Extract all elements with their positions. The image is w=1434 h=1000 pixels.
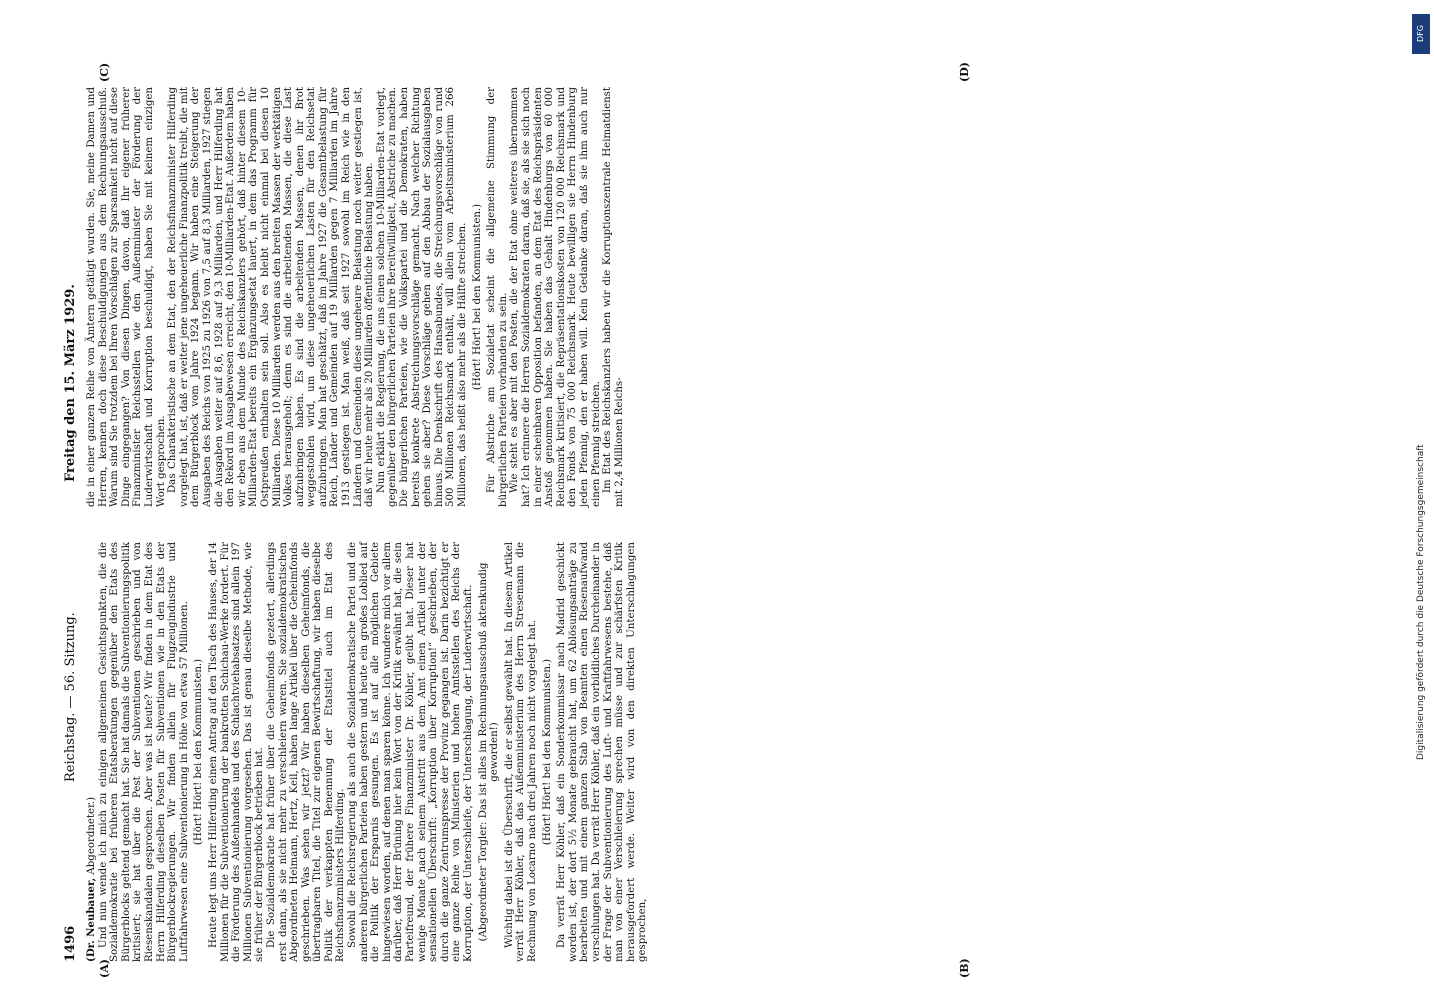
paragraph: Das Charakteristische an dem Etat, den der Reichsfinanzminister Hilferding vorgelegt hat, ist, daß er weiter jene ungeheuerliche Finanzpolitik treibt, die mit dem Bürgerblock vom Jahre 1924 begann. Wir haben eine Steigerung der Ausgaben des Reichs von 1925 zu 1926 von 7,5 auf 8,3 Milliarden, 1927 stiegen die Ausgaben weiter auf 8,6, 1928 auf 9,3 Milliarden, und Herr Hilferding hat den Rekord im Ausgabewesen erreicht, den 10-Milliarden-Etat. Außerdem haben wir eben aus dem Munde des Reichskanzlers gehört, daß hinter diesem 10-Milliarden-Etat bereits ein Ergänzungsetat lauert, in dem das Programm für Ostpreußen enthalten sein soll. Also es bleibt nicht einmal bei diesen 10 Milliarden. Diese 10 Milliarden werden aus den breiten Massen der werktätigen Volkes herausgeholt; denn es sind die arbeitenden Massen, die diese Last aufzubringen haben. Es sind die arbeitenden Massen, denen ihr Brot weggestohlen wird, um diese ungeheuerlichen Lasten für den Reichsetat aufzubringen. Man hat geschätzt, daß im Jahre 1927 die Gesamtbelastung für Reich, Länder und Gemeinden auf 19 Milliarden gegen 7 Milliarden im Jahre 1913 gestiegen ist. Man weiß, daß seit 1927 sowohl im Reich wie in den Ländern und Gemeinden diese ungeheure Belastung noch weiter gestiegen ist, daß wir heute mehr als 20 Milliarden öffentliche Belastung haben.: [167, 87, 376, 507]
paragraph: Heute legt uns Herr Hilferding einen Antrag auf den Tisch des Hauses, der 14 Millionen für die Subventionierung der bankrotten Schichau-Werke fordert. Für die Förderung des Außenhandels und des Schlachtviehabsatzes sind allein 197 Millionen Subventionierung vorgesehen. Das ist genau dieselbe Methode, wie sie früher der Bürgerblock betrieben hat.: [207, 542, 266, 962]
page-header: [58, 62, 84, 962]
interjection: (Hört! Hört! bei den Kommunisten.): [471, 203, 483, 391]
margin-marker-a: (A): [98, 959, 111, 978]
speaker-role: Abgeordneter.): [86, 796, 97, 875]
rotated-page: [58, 62, 1398, 978]
paragraph: Wie steht es aber mit den Posten, die der Etat ohne weiteres übernommen hat? Ich erinnere die Herren Sozialdemokraten daran, daß sie, als sie sich noch in einer scheinbaren Opposition befanden, an dem Etat des Reichspräsidenten Anstoß genommen haben. Sie haben das Gehalt Hindenburgs von 60 000 Reichsmark kritisiert, die Repräsentationskosten von 120 000 Reichsmark und den Fonds von 75 000 Reichsmark. Heute bewilligen sie Herrn Hindenburg jeden Pfennig, den er haben will. Kein Gedanke daran, daß sie ihm auch nur einen Pfennig streichen.: [509, 87, 602, 507]
paragraph: Die Sozialdemokratie hat früher über die Geheimfonds gezetert, allerdings erst dann, als sie nicht mehr zu verschleiern waren. Sie sozialdemokratischen Abgeordneten Heimann, Hertz, Keil, haben lange Artikel über die Geheimfonds geschrieben. Was sehen wir jetzt? Wir haben dieselben Geheimfonds, die übertragbaren Titel, die Titel zur eigenen Bewirtschaftung, wir haben dieselbe Politik der verkappten Benennung der Etatstitel auch im Etat des Reichsfinanzministers Hilferding.: [265, 542, 347, 962]
interjection: (Hört! Hört! bei den Kommunisten.): [541, 658, 553, 846]
page-number: 1496: [63, 925, 78, 962]
funding-notice: Digitalisierung gefördert durch die Deutsche Forschungsgemeinschaft: [1416, 444, 1426, 760]
interjection: (Abgeordneter Torgler: Das ist alles im Rechnungsausschuß aktenkundig geworden!): [477, 562, 501, 942]
left-column: [86, 542, 649, 962]
interjection: (Hört! Hört! bei den Kommunisten.): [193, 658, 205, 846]
paragraph: die in einer ganzen Reihe von Ämtern getätigt wurden. Sie, meine Damen und Herren, kennen doch diese Beschuldigungen aus dem Rechnungsausschuß. Warum sind Sie trotzdem bei Ihren Vorschlägen zur Sparsamkeit nicht auf diese Dinge eingegangen? Von diesen Dingen, davon, daß Ihr eigener früherer Finanzminister Reichsstellen wie den Außenminister der Förderung der Luderwirtschaft und Korruption beschuldigt, haben Sie mit keinem einzigen Wort gesprochen.: [86, 87, 167, 507]
right-column: [86, 87, 625, 507]
session-date: Freitag den 15. März 1929.: [63, 284, 78, 482]
dfg-logo: DFG: [1412, 14, 1430, 54]
paragraph: Wichtig dabei ist die Überschrift, die er selbst gewählt hat. In diesem Artikel verrät Herr Köhler, daß das Außenministerium des Herrn Stresemann die Rechnung von Locarno nach drei Jahren noch nicht vorgelegt hat.: [503, 542, 538, 962]
speaker-name: (Dr. Neubauer,: [85, 877, 97, 962]
margin-marker-d: (D): [958, 62, 971, 82]
margin-marker-c: (C): [98, 62, 111, 82]
paragraph: Sowohl die Reichsregierung als auch die Sozialdemokratische Partei und die anderen bürgerlichen Parteien haben gestern und heute ein großes Loblied auf die Politik der Ersparnis gesungen. Es ist auf alle möglichen Gebiete hingewiesen worden, auf denen man sparen könne. Ich wundere mich vor allem darüber, daß Herr Brüning hier kein Wort von der Kritik erwähnt hat, die sein Parteifreund, der frühere Finanzminister Dr. Köhler, geübt hat. Dieser hat wenige Monate nach seinem Austritt aus dem Amt einen Artikel unter der sensationellen Überschrift: „Korruption über Korruption!“ geschrieben, der durch die ganze Zentrumspresse der Provinz gegangen ist. Darin bezichtigt er eine ganze Reihe von Ministerien und hohen Amtsstellen des Reichs der Korruption, der Unterschleife, der Unterschlagung, der Luderwirtschaft.: [347, 542, 474, 962]
speaker-line: [86, 542, 98, 962]
paragraph: Da verrät Herr Köhler, daß ein Sonderkommissar nach Madrid geschickt worden ist, der dort 5½ Monate gebraucht hat, um 62 Ablösungsanträge zu bearbeiten und mit einem ganzen Stab von Beamten einen Riesenaufwand verschlungen hat. Da verrät Herr Köhler, daß ein vorbildliches Durcheinander in der Frage der Subventionierung des Luft- und Kraftfahrwesens bestehe, daß man von einer Verschleierung sprechen müsse und zur schärfsten Kritik herausgefordert werde. Weiter wird von den direkten Unterschlagungen gesprochen,: [556, 542, 649, 962]
paragraph: Für Abstriche am Sozialetat scheint die allgemeine Stimmung der bürgerlichen Parteien vorhanden zu sein.: [486, 87, 509, 507]
paragraph: Nun erklärt die Regierung, die uns einen solchen 10-Milliarden-Etat vorlegt, gegenüber den bürgerlichen Parteien ihre Bereitwilligkeit, Abstriche zu machen. Die bürgerlichen Parteien, wie die Volkspartei und die Demokraten, haben bereits konkrete Abstreichungsvorschläge gemacht. Nach welcher Richtung gehen sie aber? Diese Vorschläge gehen auf den Abbau der Sozialausgaben hinaus. Die Denkschrift des Hansabundes, die Streichungsvorschläge von rund 500 Millionen Reichsmark enthält, will allein vom Arbeitsministerium 266 Millionen, das heißt also mehr als die Hälfte streichen.: [375, 87, 468, 507]
running-title: Reichstag. — 56. Sitzung.: [63, 612, 78, 782]
margin-marker-b: (B): [958, 958, 971, 978]
paragraph: Und nun wende ich mich zu einigen allgemeinen Gesichtspunkten, die die Sozialdemokratie bei früheren Etatsberatungen gegenüber den Etats des Bürgerblocks geltend gemacht hat. Sie hat damals die Subventionierungspolitik kritisiert; sie hat über die Pest der Subventionen geschrieben und von Riesenskandalen gesprochen. Aber was ist heute? Wir finden in dem Etat des Herrn Hilferding dieselben Posten für Subventionen wie in den Etats der Bürgerblockregierungen. Wir finden allein für Flugzeugindustrie und Luftfahrwesen eine Subventionierung in Höhe von etwa 57 Millionen.: [97, 542, 190, 962]
digitization-stamp: [1412, 8, 1430, 998]
paragraph: Im Etat des Reichskanzlers haben wir die Korruptionszentrale Heimatdienst mit 2,4 Millionen Reichs-: [602, 87, 625, 507]
